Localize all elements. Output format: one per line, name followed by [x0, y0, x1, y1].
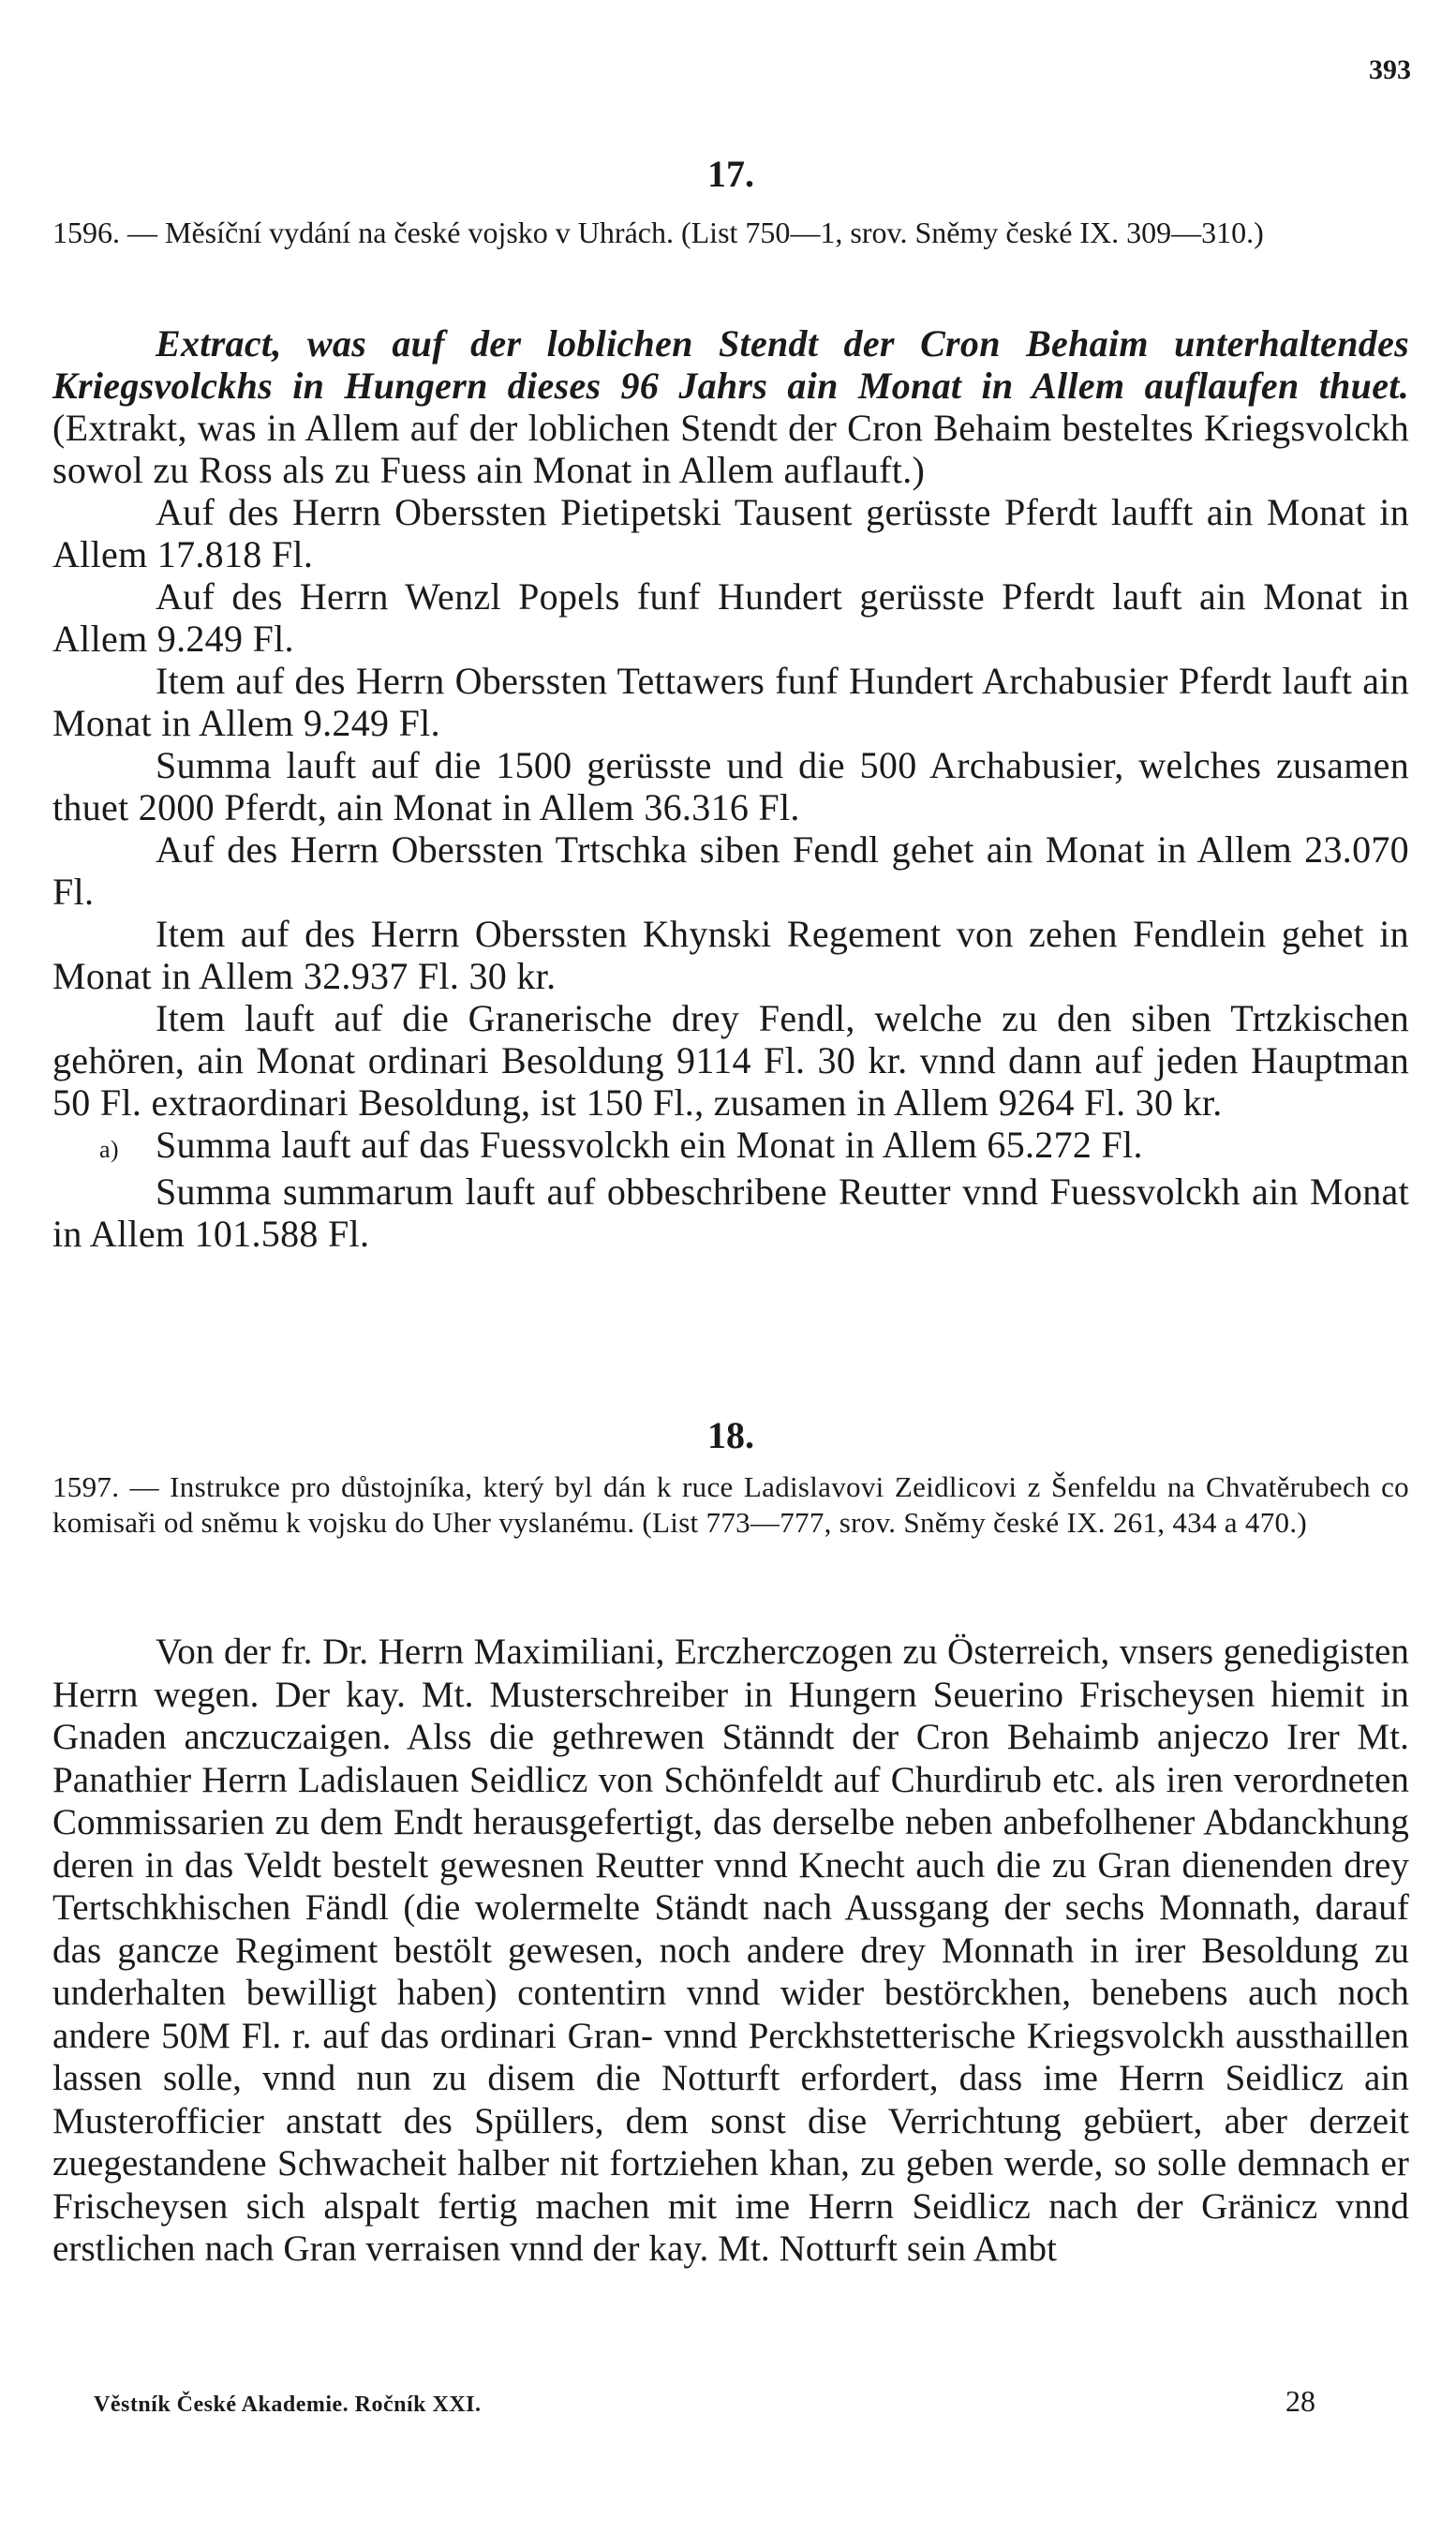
entry-trtschka: Auf des Herrn Oberssten Trtschka siben Fendl gehet ain Monat in Allem 23.070 Fl. — [52, 828, 1409, 913]
entry-granerische: Item lauft auf die Granerische drey Fendl, welche zu den siben Trtzkischen gehören, ain Monat ordinari Besoldung 9114 Fl. 30 kr. vnnd dann auf jeden Hauptman 50 Fl. extraordinari Besoldung, ist 150 Fl., zusamen in Allem 9264 Fl. 30 kr. — [52, 997, 1409, 1124]
entry-summa-fuessvolckh — [52, 1124, 1409, 1170]
section-17-regest: 1596. — Měsíční vydání na české vojsko v Uhrách. (List 750—1, srov. Sněmy české IX. 309—310.) — [52, 216, 1264, 249]
section-17-heading: 17. — [707, 153, 754, 195]
section-18-heading: 18. — [707, 1414, 754, 1456]
entry-summa-summarum: Summa summarum lauft auf obbeschribene Reutter vnnd Fuessvolckh ain Monat in Allem 101.588 Fl. — [52, 1170, 1409, 1255]
title-rest: (Extrakt, was in Allem auf der loblichen Stendt der Cron Behaim besteltes Kriegsvolckh sowol zu Ross als zu Fuess ain Monat in Allem auflauft.) — [52, 407, 1409, 491]
instruction-text: Von der fr. Dr. Herrn Maximiliani, Erczherczogen zu Österreich, vnsers genedigisten Herrn wegen. Der kay. Mt. Musterschreiber in Hungern Seuerino Frischeysen hiemit in Gnaden anczuczaigen. Alss die gethrewen Stänndt der Cron Behaimb anjeczo Irer Mt. Panathier Herrn Ladislauen Seidlicz von Schönfeldt auf Churdirub etc. als iren verordneten Commissarien zu dem Endt herausgefertigt, das derselbe neben anbefolhener Abdanckhung deren in das Veldt bestelt gewesnen Reutter vnnd Knecht auch die zu Gran dienenden drey Tertschkhischen Fändl (die wolermelte Ständt nach Aussgang der sechs Monnath, darauf das gancze Regiment bestölt gewesen, noch andere drey Monnath in irer Besoldung zu underhalten bewilligt haben) contentirn vnnd wider bestörckhen, benebens auch noch andere 50M Fl. r. auf das ordinari Gran- vnnd Perckhstetterische Kriegsvolckh aussthaillen lassen solle, vnnd nun zu disem die Notturft erfordert, dass ime Herrn Seidlicz ain Musterofficier anstatt des Spüllers, dem sonst dise Verrichtung gebüert, aber derzeit zuegestandene Schwacheit halber nit fortziehen khan, zu geben werde, so solle demnach er Frischeysen sich alspalt fertig machen mit ime Herrn Seidlicz nach der Gränicz vnnd erstlichen nach Gran verraisen vnnd der kay. Mt. Notturft sein Ambt — [52, 1632, 1409, 2269]
page-number: 393 — [1369, 54, 1411, 85]
journal-footer: Věstník České Akademie. Ročník XXI. — [94, 2392, 482, 2417]
footnote-mark: a) — [99, 1136, 119, 1163]
entry-summa-pferdt: Summa lauft auf die 1500 gerüsste und die 500 Archabusier, welches zusamen thuet 2000 Pferdt, ain Monat in Allem 36.316 Fl. — [52, 744, 1409, 828]
summa-fuessvolckh-text: Summa lauft auf das Fuessvolckh ein Monat in Allem 65.272 Fl. — [156, 1124, 1143, 1166]
entry-pietipetski: Auf des Herrn Oberssten Pietipetski Tausent gerüsste Pferdt laufft ain Monat in Allem 17.818 Fl. — [52, 491, 1409, 575]
section-18-body — [52, 1631, 1409, 2271]
title-italic: Extract, was auf der loblichen Stendt der Cron Behaim unterhaltendes Kriegsvolckhs in Hungern dieses 96 Jahrs ain Monat in Allem auflaufen thuet. — [52, 322, 1409, 407]
entry-popel: Auf des Herrn Wenzl Popels funf Hundert gerüsste Pferdt lauft ain Monat in Allem 9.249 Fl. — [52, 575, 1409, 660]
section-18-regest: 1597. — Instrukce pro důstojníka, který byl dán k ruce Ladislavovi Zeidlicovi z Šenfeldu na Chvatěrubech co komisaři od sněmu k vojsku do Uher vyslanému. (List 773—777, srov. Sněmy české IX. 261, 434 a 470.) — [52, 1470, 1409, 1539]
entry-khynski: Item auf des Herrn Oberssten Khynski Regement von zehen Fendlein gehet in Monat in Allem 32.937 Fl. 30 kr. — [52, 913, 1409, 997]
sheet-signature: 28 — [1285, 2384, 1315, 2418]
entry-tettawer: Item auf des Herrn Oberssten Tettawers funf Hundert Archabusier Pferdt lauft ain Monat in Allem 9.249 Fl. — [52, 660, 1409, 744]
section-17-title — [52, 322, 1409, 491]
section-17-body — [52, 322, 1409, 1255]
